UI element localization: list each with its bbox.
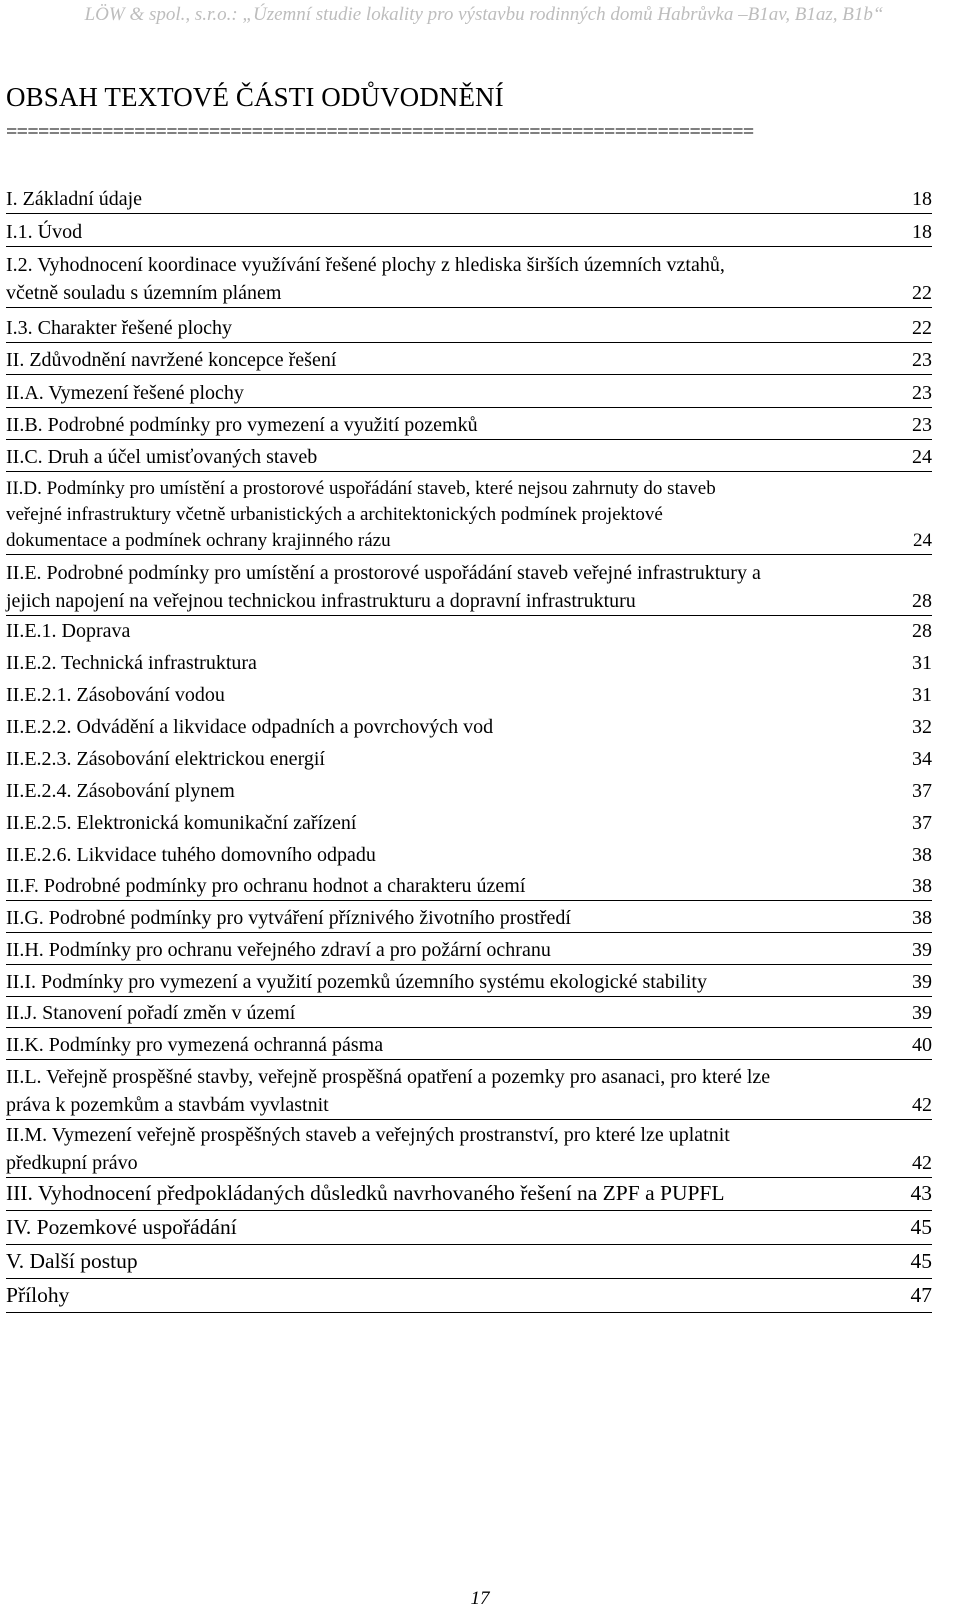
- toc-entry-text: předkupní právo: [6, 1152, 138, 1174]
- toc-entry-line: [6, 251, 932, 279]
- toc-entry: [6, 559, 932, 616]
- toc-entry-line: [6, 1121, 932, 1149]
- toc-page-number: 39: [912, 939, 932, 961]
- toc-entry: [6, 1031, 932, 1060]
- toc-entry-text: II.F. Podrobné podmínky pro ochranu hodnot a charakteru území: [6, 875, 526, 897]
- toc-entry-line: [6, 314, 932, 342]
- toc-page-number: 39: [912, 971, 932, 993]
- toc-entry-line: [6, 476, 932, 502]
- toc-page-number: 45: [910, 1215, 932, 1239]
- toc-entry: [6, 1210, 932, 1245]
- toc-entry: [6, 841, 932, 869]
- toc-entry: [6, 681, 932, 709]
- toc-entry-line: [6, 379, 932, 407]
- toc-entry-text: II.D. Podmínky pro umístění a prostorové uspořádání staveb, které nejsou zahrnuty do staveb: [6, 478, 716, 499]
- toc-page-number: 43: [910, 1181, 932, 1205]
- page-number: 17: [470, 1588, 490, 1609]
- toc-entry-text: II.E.2.1. Zásobování vodou: [6, 684, 225, 706]
- toc-page-number: 40: [912, 1034, 932, 1056]
- toc-entry: [6, 999, 932, 1028]
- toc-entry-line: [6, 1278, 932, 1312]
- toc-entry-text: I.1. Úvod: [6, 221, 83, 243]
- toc-page-number: 22: [912, 282, 932, 304]
- toc-page-number: 23: [912, 414, 932, 436]
- toc-entry-text: II.E.2. Technická infrastruktura: [6, 652, 257, 674]
- toc-entry-line: [6, 777, 932, 805]
- toc-entry: [6, 379, 932, 408]
- toc-page-number: 37: [912, 812, 932, 834]
- toc-entry-text: II. Zdůvodnění navržené koncepce řešení: [6, 349, 337, 371]
- toc-entry-text: včetně souladu s územním plánem: [6, 282, 282, 304]
- toc-entry: [6, 411, 932, 440]
- toc-page-number: 45: [910, 1249, 932, 1273]
- toc-entry-text: II.E.2.2. Odvádění a likvidace odpadních a povrchových vod: [6, 716, 494, 738]
- toc-entry-line: [6, 681, 932, 709]
- toc-entry: [6, 649, 932, 677]
- toc-page-number: 34: [912, 748, 932, 770]
- page-title: OBSAH TEXTOVÉ ČÁSTI ODŮVODNĚNÍ: [6, 82, 504, 112]
- toc-entry-text: I.2. Vyhodnocení koordinace využívání řešené plochy z hlediska širších územních vztahů,: [6, 254, 725, 276]
- toc-page-number: 37: [912, 780, 932, 802]
- toc-entry-text: II.J. Stanovení pořadí změn v území: [6, 1002, 296, 1024]
- toc-entry-text: dokumentace a podmínek ochrany krajinného rázu: [6, 530, 391, 551]
- toc-entry-text: veřejné infrastruktury včetně urbanistických a architektonických podmínek projektové: [6, 504, 663, 525]
- toc-page-number: 28: [912, 620, 932, 642]
- toc-entry: [6, 904, 932, 933]
- toc-entry-line: [6, 559, 932, 587]
- toc-page-number: 42: [912, 1094, 932, 1116]
- toc-page-number: 32: [912, 716, 932, 738]
- toc-entry-line: [6, 999, 932, 1027]
- toc-entry-line: [6, 745, 932, 773]
- toc-page-number: 23: [912, 382, 932, 404]
- toc-entry-text: IV. Pozemkové uspořádání: [6, 1215, 237, 1239]
- toc-entry: [6, 1278, 932, 1313]
- toc-entry-line: [6, 411, 932, 439]
- toc-page-number: 22: [912, 317, 932, 339]
- toc-entry-line: [6, 443, 932, 471]
- toc-entry-line: [6, 841, 932, 869]
- toc-page-number: 38: [912, 875, 932, 897]
- toc-entry-text: III. Vyhodnocení předpokládaných důsledků navrhovaného řešení na ZPF a PUPFL: [6, 1181, 725, 1205]
- toc-entry: [6, 218, 932, 247]
- toc-entry: [6, 968, 932, 997]
- toc-entry: [6, 936, 932, 965]
- toc-entry: [6, 745, 932, 773]
- toc-entry-line: [6, 936, 932, 964]
- toc-page-number: 42: [912, 1152, 932, 1174]
- toc-page-number: 31: [912, 652, 932, 674]
- toc-page-number: 38: [912, 844, 932, 866]
- toc-entry-text: I.3. Charakter řešené plochy: [6, 317, 233, 339]
- toc-page-number: 23: [912, 349, 932, 371]
- toc-entry: [6, 777, 932, 805]
- toc-entry-text: V. Další postup: [6, 1249, 138, 1273]
- toc-entry-line: [6, 809, 932, 837]
- toc-entry-line: [6, 1031, 932, 1059]
- toc-entry-text: jejich napojení na veřejnou technickou infrastrukturu a dopravní infrastrukturu: [6, 590, 636, 612]
- toc-entry-line: [6, 587, 932, 615]
- toc-entry-line: [6, 872, 932, 900]
- toc-entry-text: II.E.2.5. Elektronická komunikační zařízení: [6, 812, 357, 834]
- toc-entry-text: II.E. Podrobné podmínky pro umístění a prostorové uspořádání staveb veřejné infrastruktury a: [6, 562, 761, 584]
- toc-entry: [6, 809, 932, 837]
- toc-entry-line: [6, 904, 932, 932]
- toc-entry: [6, 314, 932, 343]
- toc-entry-text: II.E.2.3. Zásobování elektrickou energií: [6, 748, 325, 770]
- toc-page-number: 47: [910, 1283, 932, 1307]
- toc-entry: [6, 251, 932, 308]
- toc-entry: [6, 346, 932, 375]
- toc-page-number: 24: [913, 530, 932, 551]
- toc-entry: [6, 713, 932, 741]
- toc-entry-line: [6, 185, 932, 213]
- toc-entry-text: II.A. Vymezení řešené plochy: [6, 382, 244, 404]
- toc-entry-line: [6, 649, 932, 677]
- toc-entry-line: [6, 1210, 932, 1244]
- toc-page-number: 28: [912, 590, 932, 612]
- toc-entry-line: [6, 1244, 932, 1278]
- toc-page-number: 18: [912, 221, 932, 243]
- toc-entry-text: II.E.2.6. Likvidace tuhého domovního odpadu: [6, 844, 376, 866]
- toc-page-number: 38: [912, 907, 932, 929]
- toc-entry: [6, 1063, 932, 1120]
- toc-entry-line: [6, 218, 932, 246]
- toc-entry-text: II.K. Podmínky pro vymezená ochranná pásma: [6, 1034, 384, 1056]
- toc-entry-line: [6, 279, 932, 307]
- toc-entry-text: II.E.1. Doprava: [6, 620, 131, 642]
- toc-page-number: 39: [912, 1002, 932, 1024]
- toc-entry-text: II.B. Podrobné podmínky pro vymezení a využití pozemků: [6, 414, 478, 436]
- toc-entry-text: II.C. Druh a účel umisťovaných staveb: [6, 446, 318, 468]
- toc-page-number: 31: [912, 684, 932, 706]
- toc-entry-text: II.I. Podmínky pro vymezení a využití pozemků územního systému ekologické stability: [6, 971, 707, 993]
- toc-entry-text: II.G. Podrobné podmínky pro vytváření příznivého životního prostředí: [6, 907, 571, 929]
- title-separator: ======================================================================: [6, 121, 754, 143]
- toc-entry-line: [6, 1063, 932, 1091]
- running-header: LÖW & spol., s.r.o.: „Územní studie lokality pro výstavbu rodinných domů Habrůvka –B1av, B1az, B1b“: [84, 4, 884, 25]
- toc-entry-text: Přílohy: [6, 1283, 70, 1307]
- toc-entry-line: [6, 346, 932, 374]
- toc-page-number: 24: [912, 446, 932, 468]
- toc-entry-text: II.L. Veřejně prospěšné stavby, veřejně prospěšná opatření a pozemky pro asanaci, pro které lze: [6, 1066, 771, 1088]
- toc-entry-line: [6, 968, 932, 996]
- toc-entry-line: [6, 713, 932, 741]
- toc-entry-line: [6, 1176, 932, 1210]
- toc-entry-text: II.M. Vymezení veřejně prospěšných staveb a veřejných prostranství, pro které lze uplatnit: [6, 1124, 730, 1146]
- toc-entry: [6, 1121, 932, 1178]
- toc-entry: [6, 1244, 932, 1279]
- toc-entry-line: [6, 1091, 932, 1119]
- toc-entry-text: II.H. Podmínky pro ochranu veřejného zdraví a pro požární ochranu: [6, 939, 551, 961]
- toc-entry: [6, 872, 932, 901]
- toc-entry-line: [6, 1149, 932, 1177]
- toc-page-number: 18: [912, 188, 932, 210]
- toc-entry: [6, 185, 932, 214]
- toc-entry-line: [6, 617, 932, 645]
- toc-entry-text: II.E.2.4. Zásobování plynem: [6, 780, 235, 802]
- toc-entry-line: [6, 528, 932, 554]
- toc-entry: [6, 443, 932, 472]
- toc-entry: [6, 476, 932, 555]
- toc-entry-text: I. Základní údaje: [6, 188, 143, 210]
- toc-entry: [6, 1176, 932, 1211]
- toc-entry-text: práva k pozemkům a stavbám vyvlastnit: [6, 1094, 329, 1116]
- toc-entry-line: [6, 502, 932, 528]
- toc-entry: [6, 617, 932, 645]
